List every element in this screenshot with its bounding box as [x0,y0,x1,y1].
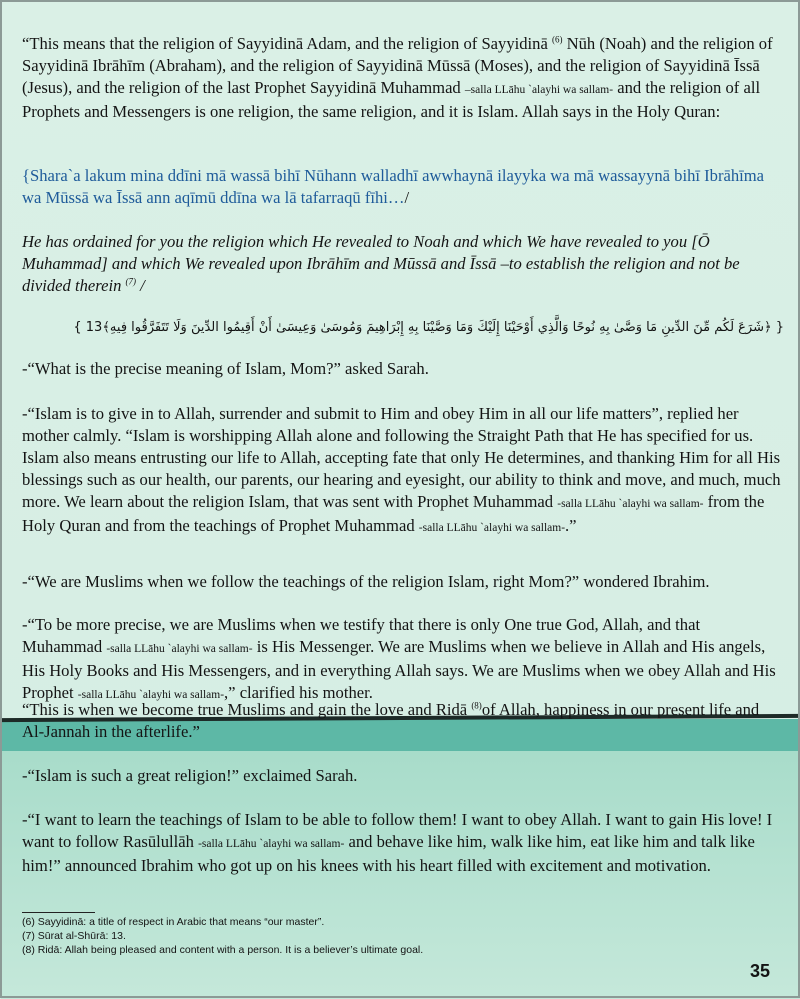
page-number: 35 [749,961,770,981]
paragraph-text: is His Messenger. We are Muslims when we believe in Allah and His angels, His Holy Books and His Messengers, and in everything Allah says. We are Muslims when we obey Allah and His Prophet [22,637,776,702]
paragraph-text: ,” clarified his mother. [224,683,373,702]
translation-end: / [136,276,145,295]
mother-answer [22,403,784,539]
paragraph-text: of Allah, happiness in our present life and Al-Jannah in the afterlife.” [22,700,760,741]
arabic-verse: { ﴿شَرَعَ لَكُم مِّنَ الدِّينِ مَا وَصَّىٰ بِهِ نُوحًا وَالَّذِي أَوْحَيْنَا إِلَيْكَ وَمَا وَصَّيْنَا بِهِ إِبْرَاهِيمَ وَمُوسَىٰ وَعِيسَىٰ أَنْ أَقِيمُوا الدِّينَ وَلَا تَتَفَرَّقُوا فِيهِ﴾13 } [73,320,784,335]
footnote-divider [22,912,95,913]
mother-clarification [22,614,784,706]
salutation-text: –salla LLāhu `alayhi wa sallam- [464,84,614,96]
ibrahim-announcement [22,809,784,877]
quran-translation [22,231,784,297]
footnote-ref-6: (6) [551,34,563,45]
salutation-text: -salla LLāhu `alayhi wa sallam- [198,838,345,850]
footnote-6: (6) Sayyidinā: a title of respect in Arabic that means “our master”. [22,916,325,928]
true-muslims-paragraph [22,699,784,743]
salutation-text: -salla LLāhu `alayhi wa sallam- [106,643,253,655]
quran-transliteration [22,165,784,209]
paragraph-text: and behave like him, walk like him, eat like him and talk like him!” announced Ibrahim who got up on his knees with his heart filled with excitement and motivation. [22,832,755,875]
paragraph-text: “This means that the religion of Sayyidinā Adam, and the religion of Sayyidinā [22,34,552,53]
translation-text: He has ordained for you the religion which He revealed to Noah and which We have revealed to you [Ō Muhammad] and which We revealed upon Ibrāhīm and Mūssā and Īssā –to establish the religion and not be divided therein [22,232,740,295]
paragraph-text: -“Islam is to give in to Allah, surrender and submit to Him and obey Him in all our life matters”, replied her mother calmly. “Islam is worshipping Allah alone and following the Straight Path that He has specified for us. Islam also means entrusting our life to Allah, accepting fate that only He determines, and thanking Him for all His blessings such as our health, our parents, our hearing and eyesight, our ability to think and move, and much, much more. We learn about the religion Islam, that was sent with Prophet Muhammad [22,404,781,511]
paragraph-text: “This is when we become true Muslims and gain the love and Ridā [22,700,472,719]
transliteration-text: {Shara`a lakum mina ddīni mā wassā bihī Nūhann walladhī awwhaynā ilayyka wa mā wassayynā bihī Ibrāhīma wa Mūssā wa Īssā ann aqīmū ddīna wa lā tafarraqū fīhi… [22,166,765,207]
ibrahim-question: -“We are Muslims when we follow the teachings of the religion Islam, right Mom?” wondered Ibrahim. [22,572,710,591]
paragraph-text: from the Holy Quran and from the teachings of Prophet Muhammad [22,492,765,535]
footnote-7: (7) Sūrat al-Shūrā: 13. [22,930,126,942]
transliteration-end: / [404,188,410,207]
paragraph-text: -“I want to learn the teachings of Islam to be able to follow them! I want to obey Allah. I want to gain His love! I want to follow Rasūlullāh [22,810,773,851]
salutation-text: -salla LLāhu `alayhi wa sallam- [418,522,566,534]
paragraph-text: Nūh (Noah) and the religion of Sayyidinā Ibrāhīm (Abraham), and the religion of Sayyidinā Mūssā (Moses), and the religion of Sayyidinā Īssā (Jesus), and the religion of the last Prophet Sayyidinā Muhammad [22,34,773,97]
salutation-text: -salla LLāhu `alayhi wa sallam- [77,689,225,701]
sarah-exclamation: -“Islam is such a great religion!” exclaimed Sarah. [22,766,358,785]
paragraph-religion-of-prophets [22,33,784,123]
paragraph-text: .” [565,516,577,535]
footnote-8: (8) Ridā: Allah being pleased and content with a person. It is a believer’s ultimate goal. [22,944,424,956]
paragraph-text: and the religion of all Prophets and Messengers is one religion, the same religion, and it is Islam. Allah says in the Holy Quran: [22,78,761,121]
sarah-question: -“What is the precise meaning of Islam, Mom?” asked Sarah. [22,359,429,378]
footnote-ref-7: (7) [125,276,137,287]
salutation-text: -salla LLāhu `alayhi wa sallam- [557,498,704,510]
paragraph-text: -“To be more precise, we are Muslims when we testify that there is only One true God, Allah, and that Muhammad [22,615,701,656]
footnote-ref-8: (8) [471,700,482,711]
